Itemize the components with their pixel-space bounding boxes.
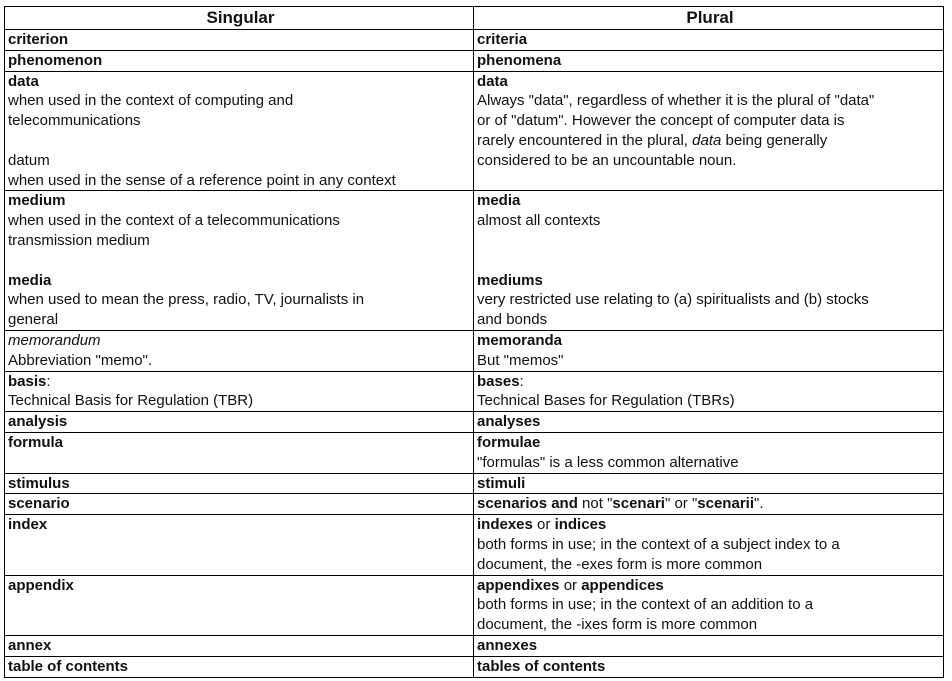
usage-note-part: or xyxy=(532,516,555,534)
plural-term-alt: scenarii xyxy=(697,495,754,513)
usage-note: But "memos" xyxy=(477,351,564,369)
plural-term-alt: mediums xyxy=(477,271,543,289)
plural-term: appendixes xyxy=(477,576,560,594)
usage-note-part: not " xyxy=(577,495,613,513)
plural-term-line xyxy=(477,372,943,392)
plural-cell xyxy=(474,635,944,656)
singular-term: memorandum xyxy=(8,331,101,349)
singular-cell xyxy=(5,432,474,473)
singular-cell xyxy=(5,71,474,191)
plural-term-line xyxy=(477,576,943,596)
colon: : xyxy=(519,372,524,390)
singular-cell xyxy=(5,412,474,433)
table-row xyxy=(5,191,944,331)
singular-term: medium xyxy=(8,192,66,210)
usage-note: general xyxy=(8,311,59,329)
table-row xyxy=(5,71,944,191)
plural-term-line xyxy=(477,515,943,535)
usage-note-part: " or " xyxy=(664,495,698,513)
usage-note: or of "datum". However the concept of computer data is xyxy=(477,112,845,130)
plural-cell xyxy=(474,494,944,515)
singular-term: basis xyxy=(8,372,47,390)
plural-cell xyxy=(474,473,944,494)
plural-cell xyxy=(474,575,944,635)
plural-term: annexes xyxy=(477,636,538,654)
singular-cell xyxy=(5,191,474,331)
singular-cell xyxy=(5,330,474,371)
plural-cell xyxy=(474,371,944,412)
spacer xyxy=(477,251,943,271)
plural-term: bases xyxy=(477,372,520,390)
usage-note-italic: data xyxy=(692,131,722,149)
singular-term: table of contents xyxy=(8,657,129,675)
singular-term: analysis xyxy=(8,413,68,431)
usage-note: both forms in use; in the context of an addition to a xyxy=(477,596,814,614)
document-page xyxy=(4,6,944,678)
spacer xyxy=(8,131,473,151)
plural-term-alt: scenari xyxy=(612,495,665,513)
table-row xyxy=(5,473,944,494)
plural-term: tables of contents xyxy=(477,657,606,675)
usage-note: and bonds xyxy=(477,311,548,329)
singular-cell xyxy=(5,473,474,494)
table-row xyxy=(5,30,944,51)
usage-note: Technical Basis for Regulation (TBR) xyxy=(8,392,254,410)
plural-cell xyxy=(474,30,944,51)
singular-term: scenario xyxy=(8,495,70,513)
usage-note: when used in the context of computing and xyxy=(8,92,294,110)
usage-note-part: or xyxy=(559,576,582,594)
table-row xyxy=(5,412,944,433)
table-row xyxy=(5,635,944,656)
table-row xyxy=(5,50,944,71)
usage-note: when used to mean the press, radio, TV, journalists in xyxy=(8,291,365,309)
plural-term: criteria xyxy=(477,31,528,48)
singular-term: appendix xyxy=(8,576,74,594)
plural-term: analyses xyxy=(477,413,541,431)
plural-term-alt: appendices xyxy=(581,576,664,594)
singular-cell xyxy=(5,515,474,575)
table-row xyxy=(5,515,944,575)
table-row xyxy=(5,575,944,635)
singular-cell xyxy=(5,494,474,515)
singular-cell xyxy=(5,50,474,71)
usage-note: considered to be an uncountable noun. xyxy=(477,151,737,169)
usage-note: when used in the sense of a reference point in any context xyxy=(8,171,396,189)
plural-cell xyxy=(474,515,944,575)
plural-cell xyxy=(474,330,944,371)
singular-header: Singular xyxy=(5,7,474,30)
colon: : xyxy=(46,372,51,390)
plural-term-alt: indices xyxy=(554,516,607,534)
usage-note: almost all contexts xyxy=(477,212,601,230)
usage-note: both forms in use; in the context of a subject index to a xyxy=(477,535,840,553)
table-row xyxy=(5,330,944,371)
plural-term: scenarios and xyxy=(477,495,578,513)
plural-term: indexes xyxy=(477,516,533,534)
usage-note: telecommunications xyxy=(8,112,141,130)
plural-cell xyxy=(474,412,944,433)
usage-note: when used in the context of a telecommunications xyxy=(8,212,340,230)
plural-cell xyxy=(474,656,944,677)
spacer xyxy=(477,231,943,251)
usage-note-part: being generally xyxy=(721,131,828,149)
plural-cell xyxy=(474,71,944,191)
singular-cell xyxy=(5,575,474,635)
usage-note-part: rarely encountered in the plural, xyxy=(477,131,693,149)
header-row xyxy=(5,7,944,30)
singular-term: annex xyxy=(8,636,52,654)
plural-cell xyxy=(474,432,944,473)
usage-note: transmission medium xyxy=(8,231,150,249)
plural-term: phenomena xyxy=(477,51,562,69)
usage-note: very restricted use relating to (a) spiritualists and (b) stocks xyxy=(477,291,869,309)
plural-term: stimuli xyxy=(477,474,526,492)
usage-note xyxy=(477,131,943,151)
usage-note: Always "data", regardless of whether it is the plural of "data" xyxy=(477,92,875,110)
singular-term: criterion xyxy=(8,31,69,48)
usage-note: Abbreviation "memo". xyxy=(8,351,153,369)
usage-note-part: ". xyxy=(754,495,764,513)
singular-term: index xyxy=(8,516,48,534)
singular-plural-table xyxy=(4,6,944,678)
singular-term-alt: datum xyxy=(8,151,50,169)
singular-cell xyxy=(5,30,474,51)
plural-term: data xyxy=(477,72,508,90)
singular-term: data xyxy=(8,72,39,90)
singular-term: stimulus xyxy=(8,474,70,492)
singular-term: formula xyxy=(8,433,64,451)
plural-term: memoranda xyxy=(477,331,563,349)
singular-cell xyxy=(5,635,474,656)
plural-cell xyxy=(474,191,944,331)
plural-cell xyxy=(474,50,944,71)
table-row xyxy=(5,656,944,677)
usage-note: document, the -exes form is more common xyxy=(477,555,763,573)
usage-note: "formulas" is a less common alternative xyxy=(477,453,739,471)
singular-cell xyxy=(5,371,474,412)
singular-term-alt: media xyxy=(8,271,52,289)
singular-term-line xyxy=(8,372,473,392)
usage-note: Technical Bases for Regulation (TBRs) xyxy=(477,392,735,410)
singular-cell xyxy=(5,656,474,677)
spacer xyxy=(8,251,473,271)
table-row xyxy=(5,494,944,515)
table-row xyxy=(5,371,944,412)
singular-term: phenomenon xyxy=(8,51,103,69)
table-row xyxy=(5,432,944,473)
plural-term: formulae xyxy=(477,433,541,451)
plural-term: media xyxy=(477,192,521,210)
usage-note: document, the -ixes form is more common xyxy=(477,616,758,634)
plural-header: Plural xyxy=(474,7,944,30)
